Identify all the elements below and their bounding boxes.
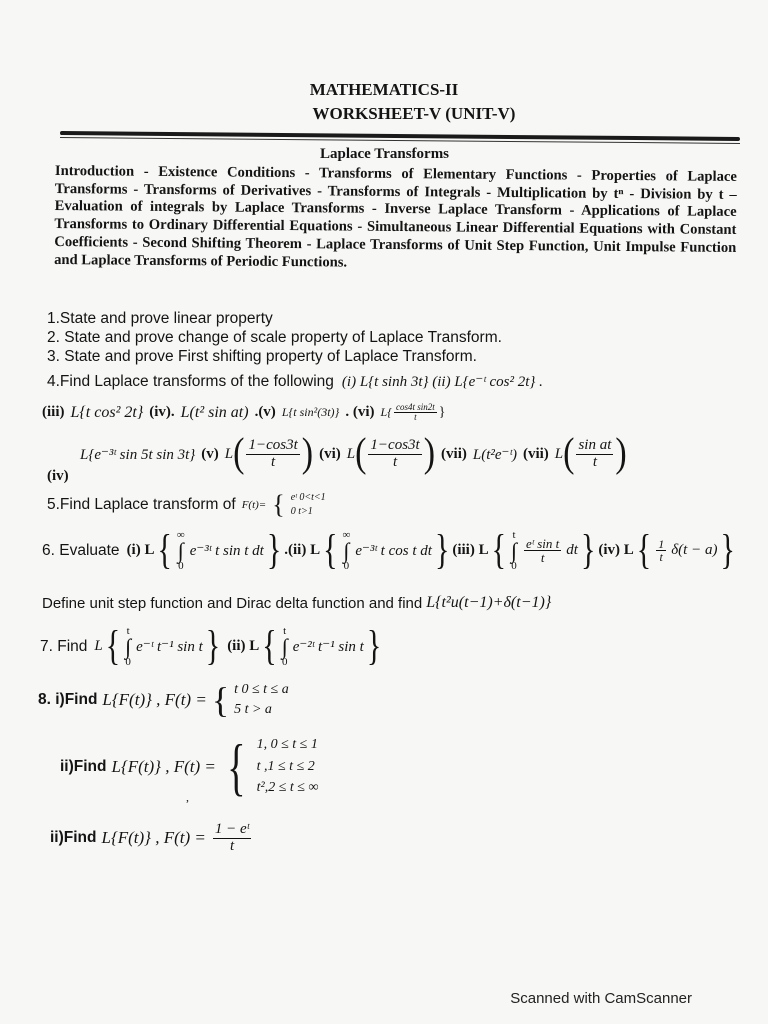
question-6-lead: 6. Evaluate (42, 541, 120, 559)
part-iv-expr: L(t² sin at) (180, 403, 249, 421)
q8-i-expr: L{F(t)} , F(t) = (102, 689, 207, 709)
fraction-2: $\frac{1-\cos 3t}{t}$ (370, 436, 420, 470)
q8-iii-fraction: $\frac{\text{1 − eᵗ}}{t}$ (214, 821, 250, 854)
question-8-ii: ii)Find L{F(t)} , F(t) = { 1, 0 ≤ t ≤ 1 t ,1 ≤ t ≤ 2 t²,2 ≤ t ≤ ∞ (60, 730, 319, 802)
question-8-lead: 8. i)Find (38, 690, 98, 708)
part-vii-b-label: (vii) (522, 445, 549, 462)
question-4-line1 (47, 372, 543, 391)
question-8-iii-lead: ii)Find (50, 829, 97, 847)
worksheet-title: WORKSHEET-V (UNIT-V) (312, 104, 516, 123)
part-vii-expr: L(t²e⁻ᵗ) (472, 446, 517, 463)
question-5-f: F(t)= (241, 499, 267, 511)
q6-i-integrand: e⁻³ᵗ t sin t dt (189, 543, 264, 560)
part-iv-b-expr: L{e⁻³ᵗ sin 5t sin 3t} (80, 446, 196, 463)
question-4-parts-i-ii: (i) L{t sinh 3t} (ii) L{e⁻ᵗ cos² 2t} . (341, 374, 543, 390)
part-vi-expr: L{ $\frac{\text{cos4t sin2t}}{t}$ } (380, 402, 446, 423)
part-v-expr: L{t sin²(3t)} (281, 405, 340, 420)
q6-i-label: (i) L (126, 542, 155, 559)
part-vi-b-label: (vi) (319, 445, 341, 462)
q6-iii-fraction: $\frac{\text{eᵗ sin t}}{t}$ (526, 535, 560, 566)
question-8-ii-lead: ii)Find (60, 757, 107, 775)
integral-symbol: t ∫ 0 (125, 625, 132, 668)
question-1: 1.State and prove linear property (47, 310, 273, 327)
q7-i-integrand: e⁻ᵗ t⁻¹ sin t (136, 639, 203, 656)
part-iii-expr: L{t cos² 2t} (70, 403, 144, 421)
fraction-1: $\frac{1-\cos 3t}{t}$ (248, 436, 298, 470)
q8-ii-expr: L{F(t)} , F(t) = (111, 756, 216, 776)
q7-ii-label: (ii) L (227, 638, 260, 655)
question-8-i: 8. i)Find L{F(t)} , F(t) = { t 0 ≤ t ≤ a 5 t > a (38, 679, 289, 720)
scanner-watermark: Scanned with CamScanner (510, 990, 692, 1007)
fraction-3: $\frac{\text{sin at}}{t}$ (578, 436, 612, 470)
part-vi-label: . (vi) (345, 404, 375, 421)
question-3: 3. State and prove First shifting property of Laplace Transform. (47, 348, 477, 365)
q8-iii-expr: L{F(t)} , F(t) = (101, 828, 206, 848)
q6-ii-label: .(ii) L (284, 542, 321, 559)
question-4-line3 (80, 431, 627, 476)
question-7: 7. Find L { t ∫ 0 e⁻ᵗ t⁻¹ sin t } (ii) L { t ∫ 0 e⁻²ᵗ t⁻¹ sin t } (40, 623, 382, 670)
q7-ii-integrand: e⁻²ᵗ t⁻¹ sin t (292, 639, 364, 656)
question-5-lead: 5.Find Laplace transform of (47, 496, 236, 513)
part-v-b-label: (v) (201, 445, 219, 462)
section-subtitle: Laplace Transforms (320, 146, 450, 162)
part-v-label: .(v) (254, 404, 276, 421)
question-5-cases: eᵗ 0<t<1 0 t>1 (290, 492, 326, 517)
define-expr: L{t²u(t−1)+δ(t−1)} (426, 594, 552, 611)
part-vii-label: (vii) (441, 445, 467, 462)
integral-symbol: t ∫ 0 (511, 529, 518, 572)
stray-comma: , (186, 790, 189, 804)
part-vi-fraction: $\frac{\text{cos4t sin2t}}{t}$ (396, 402, 435, 423)
integral-symbol: ∞ ∫ 0 (176, 529, 185, 572)
question-4-lead: 4.Find Laplace transforms of the following (47, 373, 334, 390)
q6-iv-label: (iv) L (598, 542, 634, 559)
question-8-iii (50, 822, 253, 855)
part-iv-label: (iv). (149, 404, 175, 421)
part-vii-b-expr: L ( $\frac{\text{sin at}}{t}$ ) (554, 431, 627, 476)
question-6: 6. Evaluate (i) L { ∞ ∫ 0 e⁻³ᵗ t sin t dt } .(ii) L { ∞ ∫ 0 e⁻³ᵗ t cos t dt } (iii) L { t ∫ 0 $\frac{\text{eᵗ sin t}}{t}$ dt } (iv) L { $\frac{1}{t}$ δ(t − a) } (42, 527, 735, 574)
q6-iv-body: δ(t − a) (671, 542, 718, 559)
part-vi-b-expr: L ( $\frac{1-\cos 3t}{t}$ ) (346, 431, 436, 476)
q8-ii-cases: 1, 0 ≤ t ≤ 1 t ,1 ≤ t ≤ 2 t²,2 ≤ t ≤ ∞ (256, 737, 319, 796)
question-4-iv-label: (iv) (47, 468, 69, 484)
q6-ii-integrand: e⁻³ᵗ t cos t dt (355, 543, 432, 560)
question-4-line2 (42, 403, 446, 423)
question-2: 2. State and prove change of scale property of Laplace Transform. (47, 329, 502, 346)
define-text: Define unit step function and Dirac delta function and find (42, 594, 423, 612)
question-7-lead: 7. Find (40, 637, 88, 655)
define-question (42, 594, 551, 612)
part-iii-label: (iii) (42, 404, 65, 421)
q6-iv-fraction: $\frac{1}{t}$ (658, 536, 665, 565)
course-title: MATHEMATICS-II (309, 80, 459, 99)
integral-symbol: ∞ ∫ 0 (342, 529, 351, 572)
question-5: 5.Find Laplace transform of F(t)= { eᵗ 0<t<1 0 t>1 (47, 490, 326, 519)
q6-iii-label: (iii) L (452, 542, 489, 559)
syllabus-paragraph: Introduction - Existence Conditions - Transforms of Elementary Functions - Properties of Laplace Transforms - Transforms of Derivatives - Transforms of Integrals - Multiplication by tⁿ - Division by t – Evaluation of integrals by Laplace Transforms - Inverse Laplace Transform - Applications of Laplace Transforms to Ordinary Differential Equations - Simultaneous Linear Differential Equations with Constant Coefficients - Second Shifting Theorem - Laplace Transforms of Unit Step Function, Unit Impulse Function and Laplace Transforms of Periodic Functions. (54, 163, 737, 271)
integral-symbol: t ∫ 0 (281, 625, 288, 668)
q6-iii-dt: dt (566, 542, 578, 559)
q8-i-cases: t 0 ≤ t ≤ a 5 t > a (234, 682, 289, 717)
part-v-b-expr: L ( $\frac{1-\cos 3t}{t}$ ) (224, 431, 314, 476)
q7-i-label: L (94, 638, 103, 655)
